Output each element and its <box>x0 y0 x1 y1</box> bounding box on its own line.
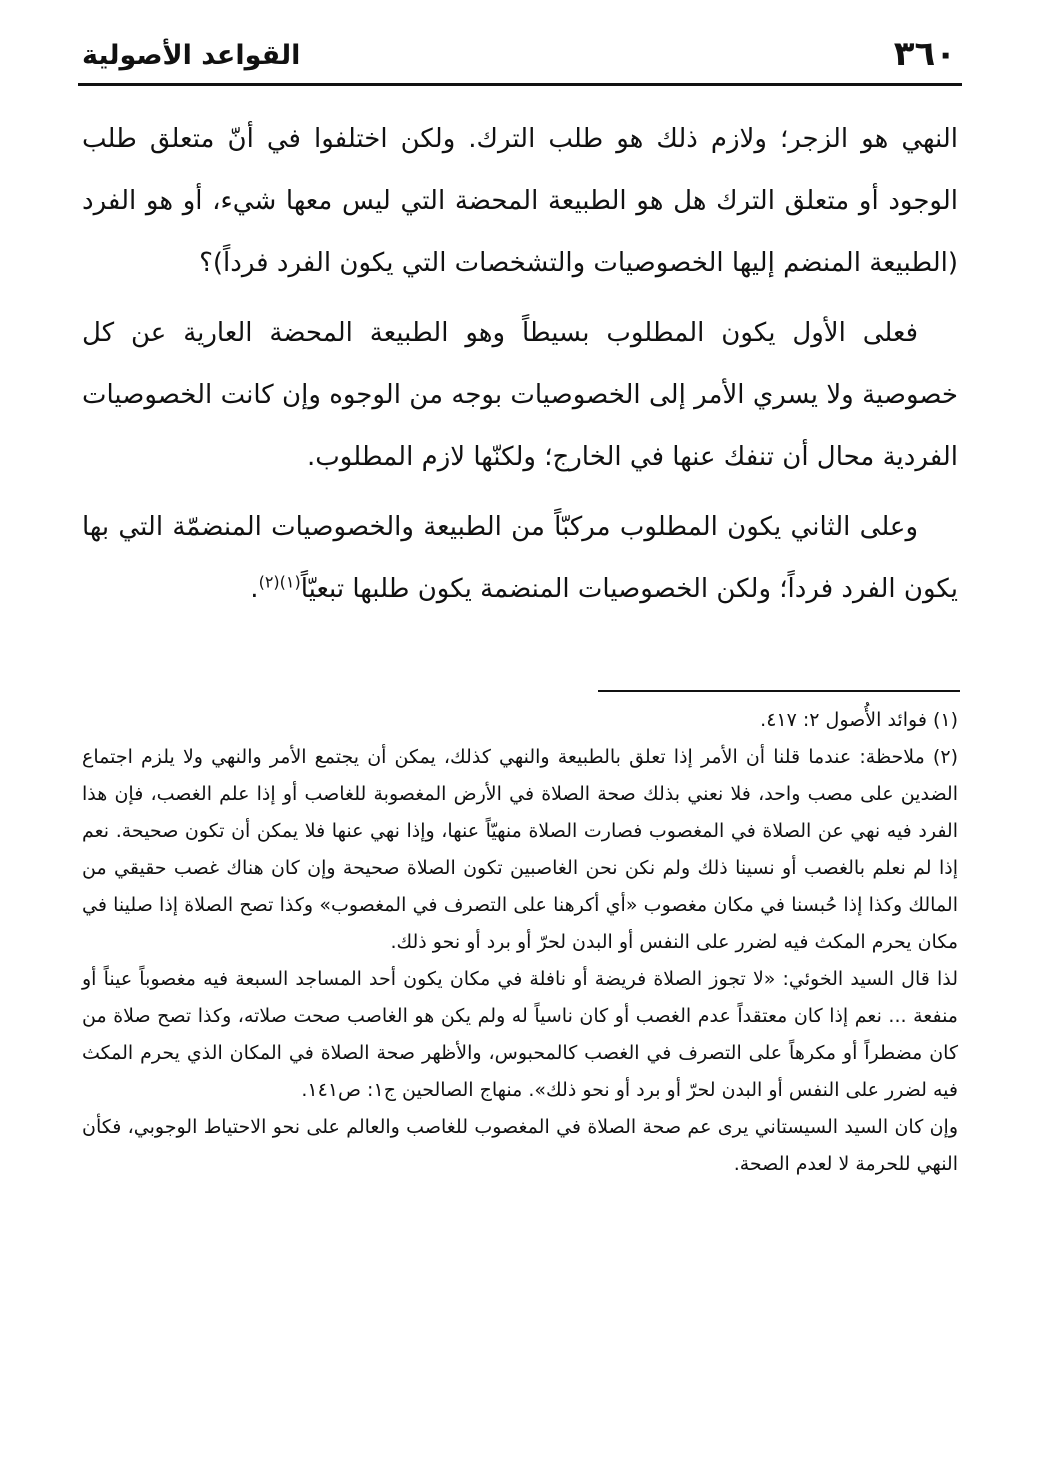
body-paragraph-2: فعلى الأول يكون المطلوب بسيطاً وهو الطبيعة المحضة العارية عن كل خصوصية ولا يسري الأمر إلى الخصوصيات بوجه من الوجوه وإن كانت الخصوصيات الفردية محال أن تنفك عنها في الخارج؛ ولكنّها لازم المطلوب. <box>82 318 958 472</box>
footnote-2-quote: لذا قال السيد الخوئي: «لا تجوز الصلاة فريضة أو نافلة في مكان يكون أحد المساجد السبعة فيه مغصوباً عيناً أو منفعة ... نعم إذا كان معتقداً عدم الغصب أو كان ناسياً له ولم يكن هو الغاصب صحت صلاته، وكذا تصح صلاة من كان مضطراً أو مكرهاً على التصرف في الغصب كالمحبوس، والأظهر صحة الصلاة في المكان الذي يحرم المكث فيه لضرر على النفس أو البدن لحرّ أو برد أو نحو ذلك». منهاج الصالحين ج١: ص١٤١. <box>82 968 958 1101</box>
body-paragraph-3-text: وعلى الثاني يكون المطلوب مركبّاً من الطبيعة والخصوصيات المنضمّة التي بها يكون الفرد فرداً؛ ولكن الخصوصيات المنضمة يكون طلبها تبعيّاً <box>82 512 958 604</box>
footnote-2-sistani: وإن كان السيد السيستاني يرى عم صحة الصلاة في المغصوب للغاصب والعالم على نحو الاحتياط الوجوبي، فكأن النهي للحرمة لا لعدم الصحة. <box>82 1116 958 1175</box>
footnotes-section <box>82 702 958 1183</box>
main-text <box>82 108 958 628</box>
footnote-1: (١) فوائد الأُصول ٢: ٤١٧. <box>760 709 958 731</box>
paragraph-end-mark: . <box>250 574 259 604</box>
page-number: ٣٦٠ <box>893 34 956 74</box>
footnote-reference: (١)(٢) <box>258 572 301 592</box>
book-title: القواعد الأصولية <box>82 40 301 71</box>
body-paragraph-3 <box>82 496 958 620</box>
footnote-2: (٢) ملاحظة: عندما قلنا أن الأمر إذا تعلق بالطبيعة والنهي كذلك، يمكن أن يجتمع الأمر والنهي ولا يلزم اجتماع الضدين على مصب واحد، فلا نعني بذلك صحة الصلاة في الأرض المغصوبة للغاصب أو إذا علم الغصب، فإن هذا الفرد فيه نهي عن الصلاة في المغصوب فصارت الصلاة منهيّاً عنها، وإذا نهي عنها فلا يمكن أن تكون صحيحة. نعم إذا لم نعلم بالغصب أو نسينا ذلك ولم نكن نحن الغاصبين تكون الصلاة صحيحة وإن كان هناك غصب حقيقي من المالك وكذا إذا حُبسنا في مكان مغصوب «أي أكرهنا على التصرف في المغصوب» وكذا تصح الصلاة إذا صلينا في مكان يحرم المكث فيه لضرر على النفس أو البدن لحرّ أو برد أو نحو ذلك. <box>82 746 958 953</box>
footnote-rule <box>598 690 960 692</box>
running-header <box>78 28 960 78</box>
body-paragraph-1: النهي هو الزجر؛ ولازم ذلك هو طلب الترك. ولكن اختلفوا في أنّ متعلق طلب الوجود أو متعلق الترك هل هو الطبيعة المحضة التي ليس معها شيء، أو هو الفرد (الطبيعة المنضم إليها الخصوصيات والتشخصات التي يكون الفرد فرداً)؟ <box>82 124 958 278</box>
header-rule <box>78 83 962 86</box>
